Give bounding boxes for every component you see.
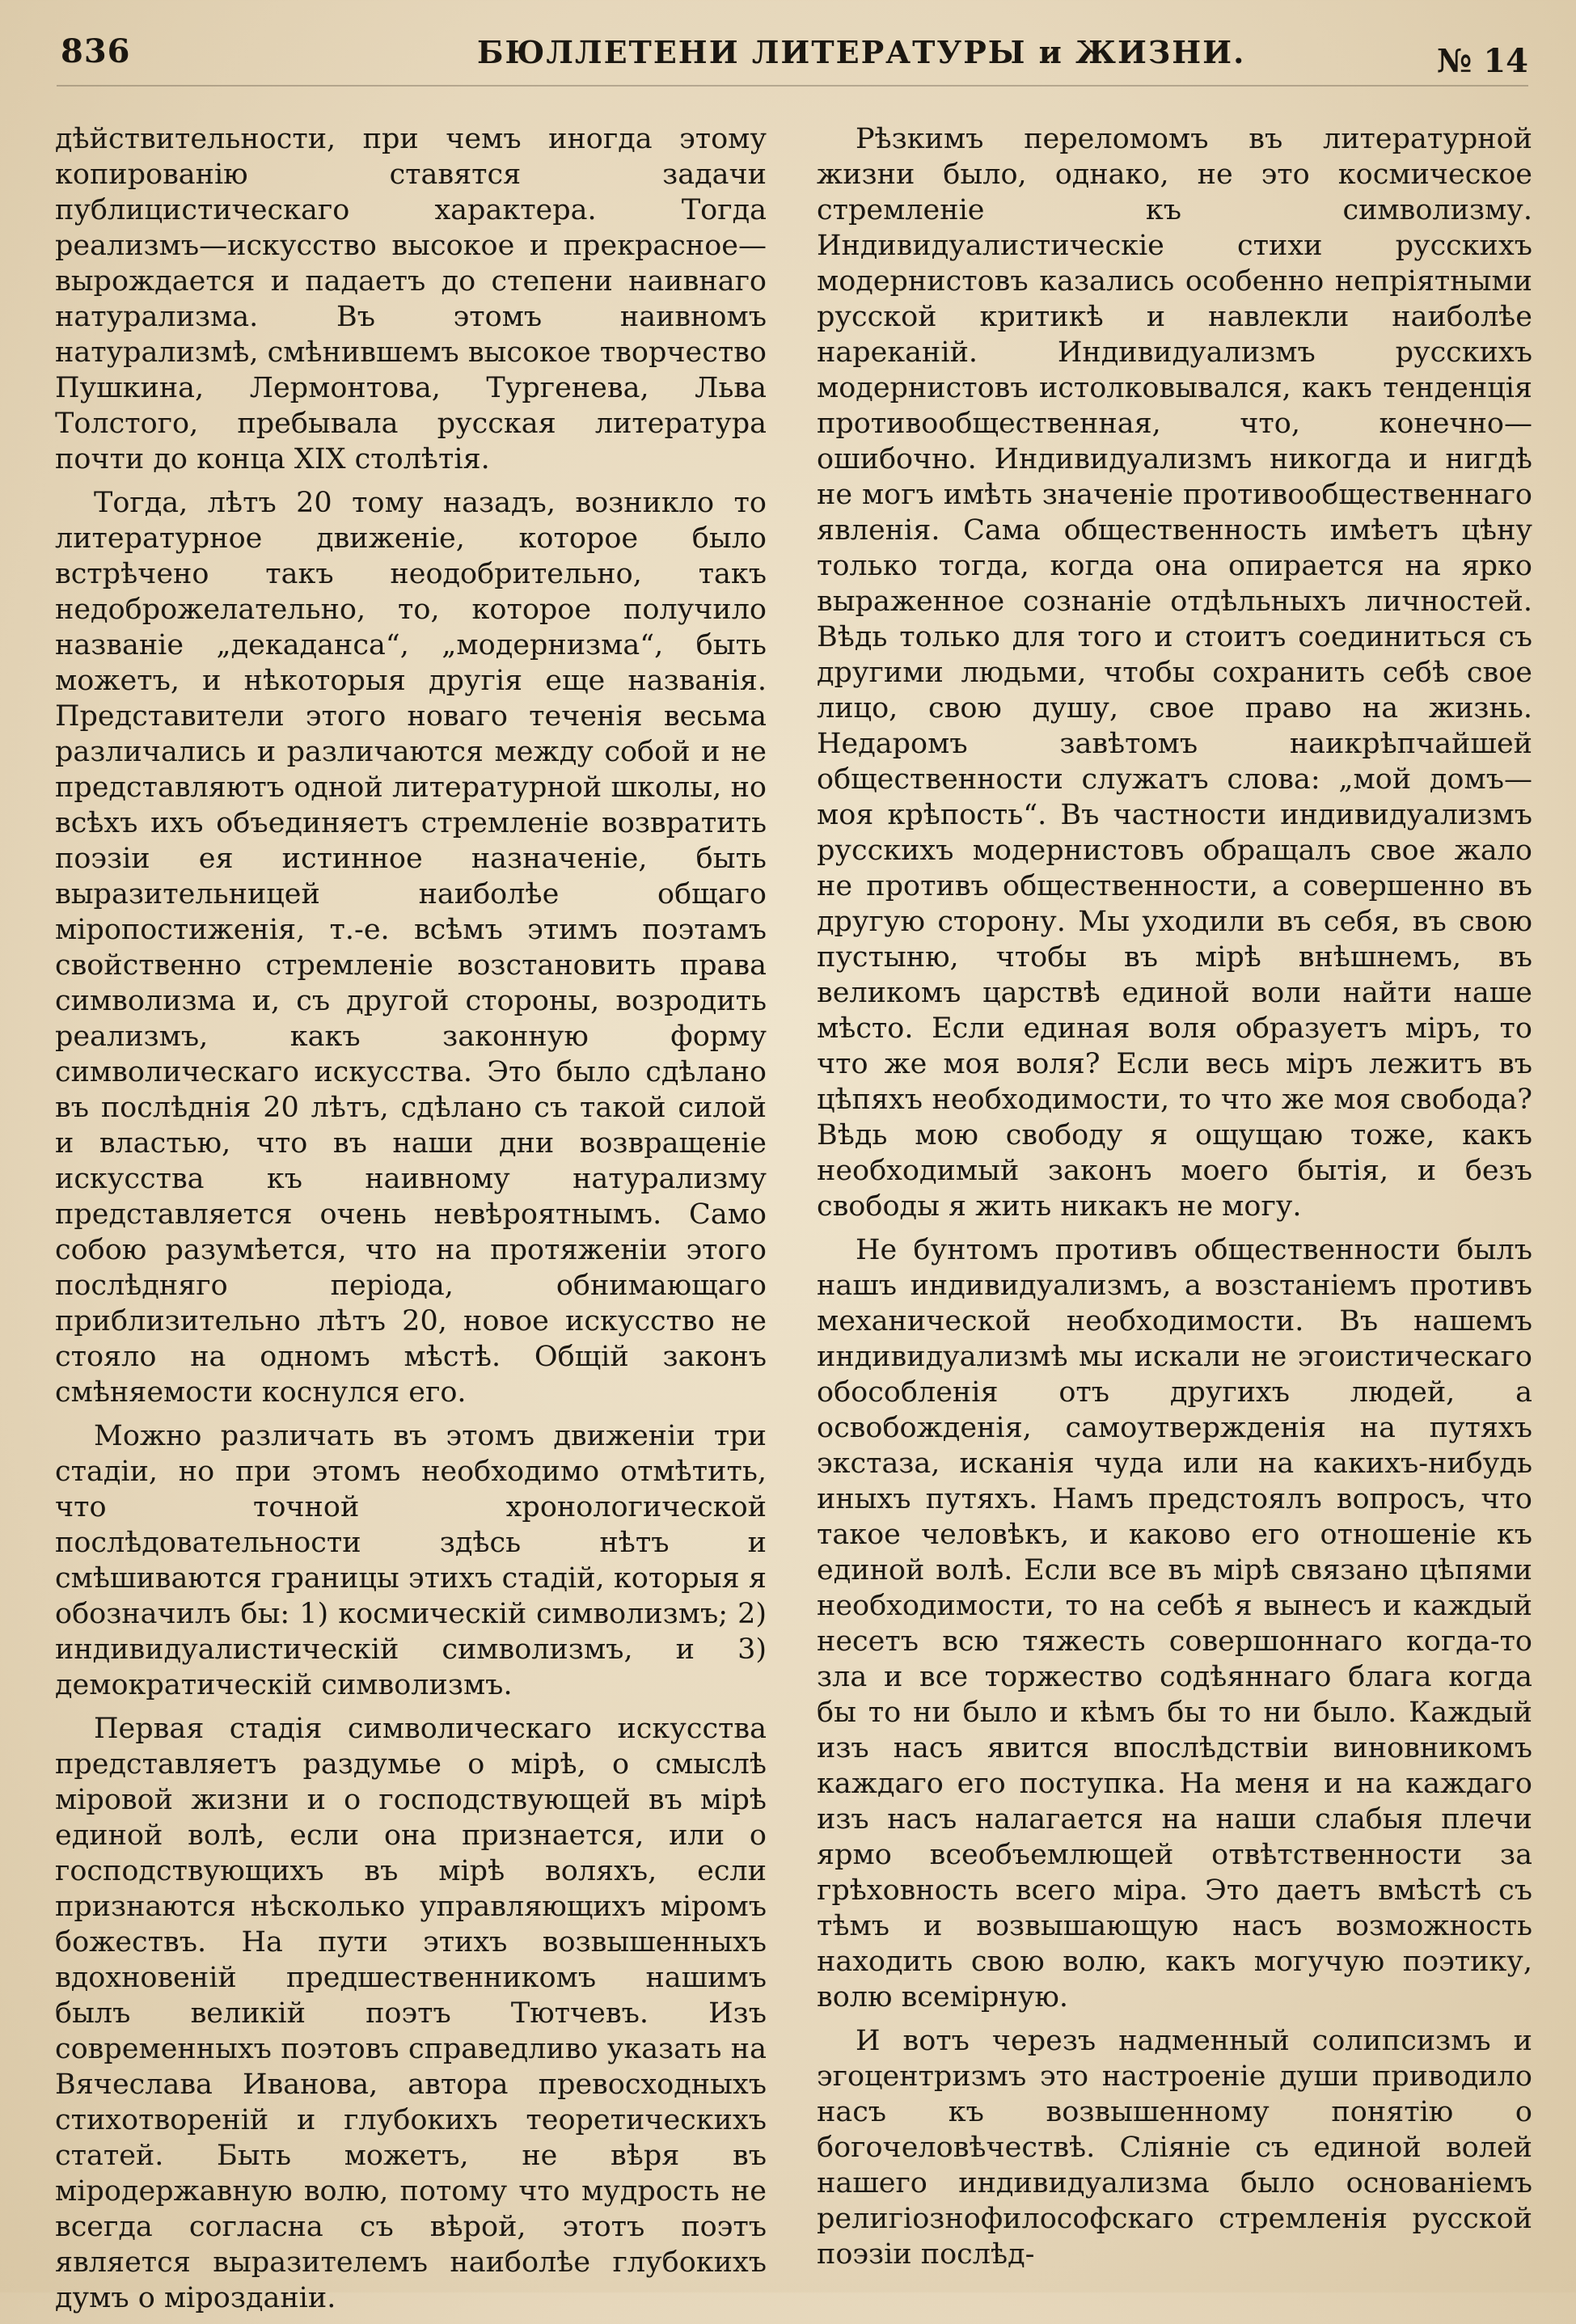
right-column [817,121,1532,2280]
paragraph: Рѣзкимъ переломомъ въ литературной жизни было, однако, не это космическое стремленіе къ символизму. Индивидуалистическіе стихи русскихъ модернистовъ казались особенно непріятными русской критикѣ и навлекли наиболѣе нареканій. Индивидуализмъ русскихъ модернистовъ истолковывался, какъ тенденція противообщественная, что, конечно—ошибочно. Индивидуализмъ никогда и нигдѣ не могъ имѣть значеніе противообщественнаго явленія. Сама общественность имѣетъ цѣну только тогда, когда она опирается на ярко выраженное сознаніе отдѣльныхъ личностей. Вѣдь только для того и стоитъ соединиться съ другими людьми, чтобы сохранить себѣ свое лицо, свою душу, свое право на жизнь. Недаромъ завѣтомъ наикрѣпчайшей общественности служатъ слова: „мой домъ—моя крѣпость“. Въ частности индивидуализмъ русскихъ модернистовъ обращалъ свое жало не противъ общественности, а совершенно въ другую сторону. Мы уходили въ себя, въ свою пустыню, чтобы въ мірѣ внѣшнемъ, въ великомъ царствѣ единой воли найти наше мѣсто. Если единая воля образуетъ міръ, то что же моя воля? Если весь міръ лежитъ въ цѣпяхъ необходимости, то что же моя свобода? Вѣдь мою свободу я ощущаю тоже, какъ необходимый законъ моего бытія, и безъ свободы я жить никакъ не могу. [817,123,1532,1223]
left-column [55,121,767,2324]
issue-number: № 14 [1436,42,1528,80]
paragraph: дѣйствительности, при чемъ иногда этому копированію ставятся задачи публицистическаго характера. Тогда реализмъ—искусство высокое и прекрасное—вырождается и падаетъ до степени наивнаго натурализма. Въ этомъ наивномъ натурализмѣ, смѣнившемъ высокое творчество Пушкина, Лермонтова, Тургенева, Льва Толстого, пребывала русская литература почти до конца XIX столѣтія. [55,123,767,475]
paragraph: И вотъ черезъ надменный солипсизмъ и эгоцентризмъ это настроеніе души приводило насъ къ возвышенному понятію о богочеловѣчествѣ. Сліяніе съ единой волей нашего индивидуализма было основаніемъ религіознофилософскаго стремленія русской поэзіи послѣд- [817,2025,1532,2271]
page-header [57,32,1528,89]
paragraph: Можно различать въ этомъ движеніи три стадіи, но при этомъ необходимо отмѣтить, что точной хронологической послѣдовательности здѣсь нѣтъ и смѣшиваются границы этихъ стадій, которыя я обозначилъ бы: 1) космическій символизмъ; 2) индивидуалистическій символизмъ, и 3) демократическій символизмъ. [55,1420,767,1701]
header-rule [57,85,1528,87]
paragraph: Тогда, лѣтъ 20 тому назадъ, возникло то литературное движеніе, которое было встрѣчено такъ неодобрительно, такъ недоброжелательно, то, которое получило названіе „декаданса“, „модернизма“, быть можетъ, и нѣкоторыя другія еще названія. Представители этого новаго теченія весьма различались и различаются между собой и не представляютъ одной литературной школы, но всѣхъ ихъ объединяетъ стремленіе возвратить поэзіи ея истинное назначеніе, быть выразительницей наиболѣе общаго міропостиженія, т.-е. всѣмъ этимъ поэтамъ свойственно стремленіе возстановить права символизма и, съ другой стороны, возродить реализмъ, какъ законную форму символическаго искусства. Это было сдѣлано въ послѣднія 20 лѣтъ, сдѣлано съ такой силой и властью, что въ наши дни возвращеніе искусства къ наивному натурализму представляется очень невѣроятнымъ. Само собою разумѣется, что на протяженіи этого послѣдняго періода, обнимающаго приблизительно лѣтъ 20, новое искусство не стояло на одномъ мѣстѣ. Общій законъ смѣняемости коснулся его. [55,487,767,1409]
page-number: 836 [61,32,131,70]
running-title: БЮЛЛЕТЕНИ ЛИТЕРАТУРЫ и ЖИЗНИ. [477,34,1246,70]
paragraph: Не бунтомъ противъ общественности былъ нашъ индивидуализмъ, а возстаніемъ противъ механической необходимости. Въ нашемъ индивидуализмѣ мы искали не эгоистическаго обособленія отъ другихъ людей, а освобожденія, самоутвержденія на путяхъ экстаза, исканія чуда или на какихъ-нибудь иныхъ путяхъ. Намъ предстоялъ вопросъ, что такое человѣкъ, и каково его отношеніе къ единой волѣ. Если все въ мірѣ связано цѣпями необходимости, то на себѣ я вынесъ и каждый несетъ всю тяжесть совершоннаго когда-то зла и все торжество содѣяннаго блага когда бы то ни было и кѣмъ бы то ни было. Каждый изъ насъ явится впослѣдствіи виновникомъ каждаго его поступка. На меня и на каждаго изъ насъ налагается на наши слабыя плечи ярмо всеобъемлющей отвѣтственности за грѣховность всего міра. Это даетъ вмѣстѣ съ тѣмъ и возвышающую насъ возможность находить свою волю, какъ могучую поэтику, волю всемірную. [817,1234,1532,2013]
paragraph: Первая стадія символическаго искусства представляетъ раздумье о мірѣ, о смыслѣ міровой жизни и о господствующей въ мірѣ единой волѣ, если она признается, или о господствующихъ въ мірѣ воляхъ, если признаются нѣсколько управляющихъ міромъ божествъ. На пути этихъ возвышенныхъ вдохновеній предшественникомъ нашимъ былъ великій поэтъ Тютчевъ. Изъ современныхъ поэтовъ справедливо указать на Вячеслава Иванова, автора превосходныхъ стихотвореній и глубокихъ теоретическихъ статей. Быть можетъ, не вѣря въ міродержавную волю, потому что мудрость не всегда согласна съ вѣрой, этотъ поэтъ является выразителемъ наиболѣе глубокихъ думъ о мірозданіи. [55,1713,767,2314]
